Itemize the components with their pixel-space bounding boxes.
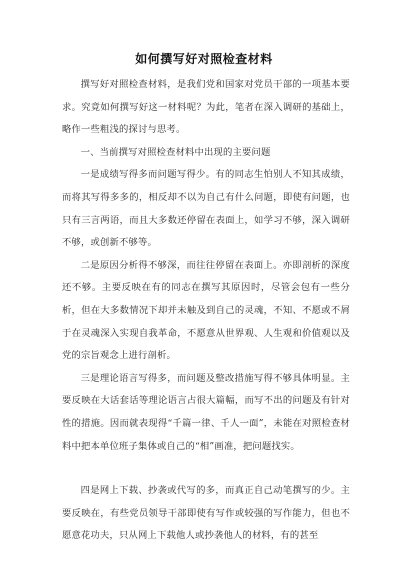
paragraph-point-4: 四是网上下载、抄袭或代写的多，而真正自己动笔撰写的少。主要反映在，有些党员领导干部即使有写作或较强的写作能力，但也不愿意花功夫，只从网上下载他人或抄袭他人的材料，有的甚至 [62,485,350,542]
document-body [62,74,350,548]
paragraph-spacer [62,458,350,480]
document-title: 如何撰写好对照检查材料 [135,52,273,66]
paragraph-point-2: 二是原因分析得不够深，而往往停留在表面上。亦即剖析的深度还不够。主要反映在有的同志在撰写其原因时，尽管会包有一些分析，但在大多数情况下却并未触及到自己的灵魂，不知、不愿或不屑于在灵魂深入实现自我革命，不愿意从世界观、人生观和价值观以及党的宗旨观念上进行剖析。 [62,259,350,362]
paragraph-point-1: 一是成绩写得多而问题写得少。有的同志生怕别人不知其成绩，而将其写得多多的，相反却不以为自己有什么问题，即使有问题，也只有三言两语，而且大多数还停留在表面上，如学习不够，深入调研不够，或创新不够等。 [62,169,350,249]
paragraph-point-3: 三是理论语言写得多，而问题及整改措施写得不够具体明显。主要反映在大话套话等理论语言占很大篇幅，而写不出的问题及有针对性的措施。因而就表现得“千篇一律、千人一面”，未能在对照检查材料中把本单位班子集体或自己的“相”画准，把问题找实。 [62,372,350,452]
section-heading: 一、当前撰写对照检查材料中出现的主要问题 [80,146,271,158]
paragraph-intro: 撰写好对照检查材料，是我们党和国家对党员干部的一项基本要求。究竟如何撰写好这一材料呢？为此，笔者在深入调研的基础上，略作一些粗浅的探讨与思考。 [62,79,350,136]
